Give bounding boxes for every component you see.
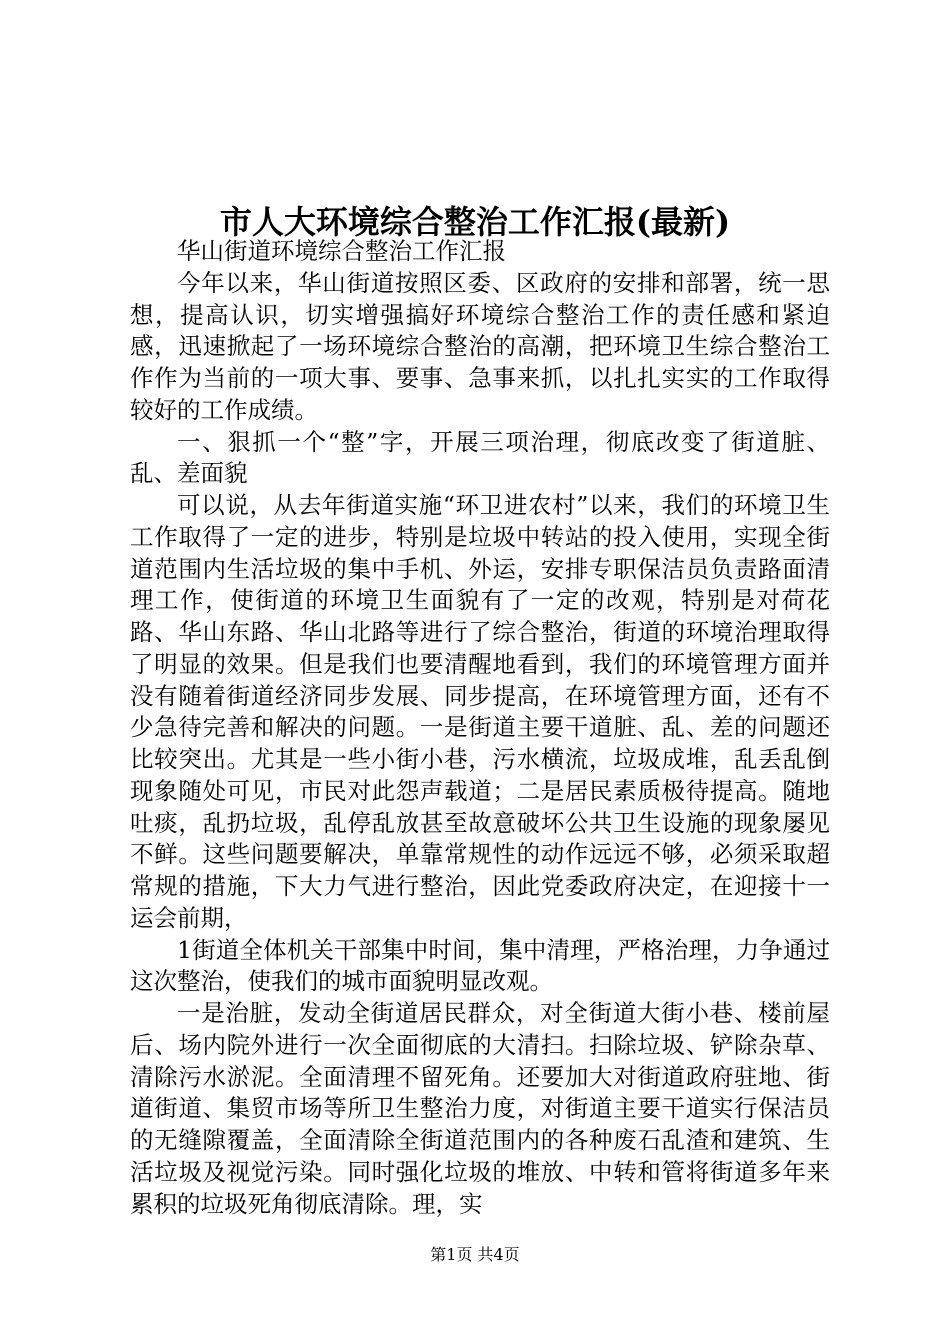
document-body: [130, 236, 830, 1220]
paragraph-background: 可以说，从去年街道实施“环卫进农村”以来，我们的环境卫生工作取得了一定的进步，特别是垃圾中转站的投入使用，实现全街道范围内生活垃圾的集中手机、外运，安排专职保洁员负责路面清理工作，使街道的环境卫生面貌有了一定的改观，特别是对荷花路、华山东路、华山北路等进行了综合整治，街道的环境治理取得了明显的效果。但是我们也要清醒地看到，我们的环境管理方面并没有随着街道经济同步发展、同步提高，在环境管理方面，还有不少急待完善和解决的问题。一是街道主要干道脏、乱、差的问题还比较突出。尤其是一些小街小巷，污水横流，垃圾成堆，乱丢乱倒现象随处可见，市民对此怨声载道；二是居民素质极待提高。随地吐痰，乱扔垃圾，乱停乱放甚至故意破坏公共卫生设施的现象屡见不鲜。这些问题要解决，单靠常规性的动作远远不够，必须采取超常规的措施，下大力气进行整治，因此党委政府决定，在迎接十一运会前期，: [130, 491, 830, 932]
page-footer: 第1页 共4页: [430, 1245, 520, 1264]
paragraph-section-heading: 一、狠抓一个“整”字，开展三项治理，彻底改变了街道脏、乱、差面貌: [130, 427, 830, 488]
paragraph-cleanup: 一是治脏，发动全街道居民群众，对全街道大街小巷、楼前屋后、场内院外进行一次全面彻底的大清扫。扫除垃圾、铲除杂草、清除污水淤泥。全面清理不留死角。还要加大对街道政府驻地、街道街道、集贸市场等所卫生整治力度，对街道主要干道实行保洁员的无缝隙覆盖，全面清除全街道范围内的各种废石乱渣和建筑、生活垃圾及视觉污染。同时强化垃圾的堆放、中转和管将街道多年来累积的垃圾死角彻底清除。理，实: [130, 999, 830, 1218]
paragraph-intro: 今年以来，华山街道按照区委、区政府的安排和部署，统一思想，提高认识，切实增强搞好环境综合整治工作的责任感和紧迫感，迅速掀起了一场环境综合整治的高潮，把环境卫生综合整治工作作为当前的一项大事、要事、急事来抓，以扎扎实实的工作取得较好的工作成绩。: [130, 268, 830, 424]
paragraph-point-1: 1街道全体机关干部集中时间，集中清理，严格治理，力争通过这次整治，使我们的城市面貌明显改观。: [130, 935, 830, 996]
paragraph-subtitle: 华山街道环境综合整治工作汇报: [177, 237, 506, 265]
document-title: 市人大环境综合整治工作汇报(最新): [219, 203, 731, 242]
